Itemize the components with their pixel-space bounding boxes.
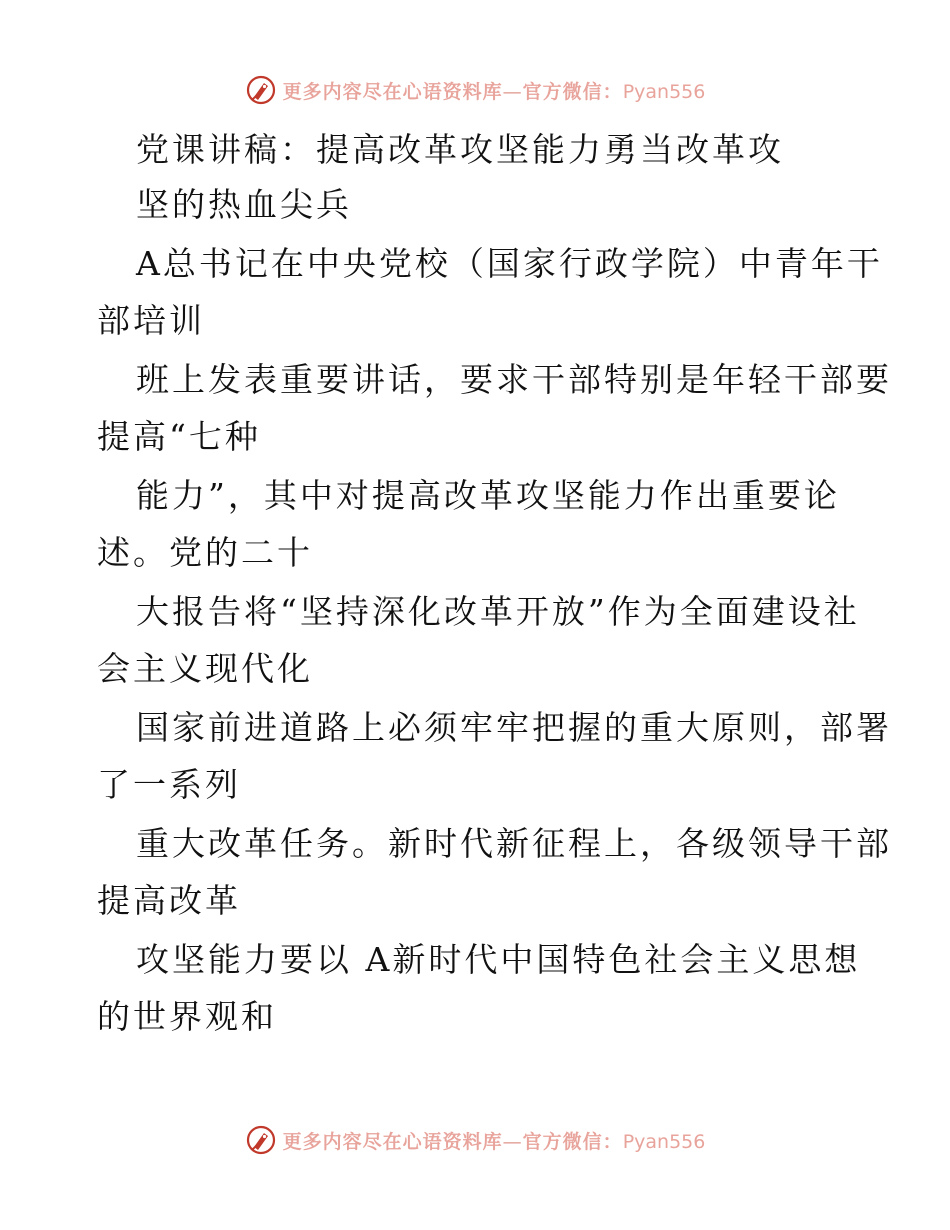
paragraph-line: 提高“七种 (97, 417, 261, 456)
paragraph-line: 大报告将“坚持深化改革开放”作为全面建设社 (136, 592, 860, 631)
watermark-separator: — (502, 80, 523, 103)
paragraph-line: 述。党的二十 (97, 533, 313, 572)
document-title-line-2: 坚的热血尖兵 (136, 185, 352, 224)
document-title-line-1: 党课讲稿：提高改革攻坚能力勇当改革攻 (136, 130, 784, 169)
watermark-inner (245, 74, 706, 106)
paragraph-line: 部培训 (97, 301, 205, 340)
paragraph-line: 攻坚能力要以 A新时代中国特色社会主义思想 (136, 940, 861, 979)
paragraph-line: A总书记在中央党校（国家行政学院）中青年干 (136, 244, 883, 283)
watermark-separator: — (502, 1130, 523, 1153)
header-watermark (0, 70, 950, 110)
watermark-official-label: 官方微信： (522, 1130, 623, 1153)
paragraph-line: 能力”，其中对提高改革攻坚能力作出重要论 (136, 476, 840, 515)
watermark-brand: 更多内容尽在心语资料库 (282, 1130, 503, 1153)
pen-nib-circle-icon (245, 1124, 277, 1156)
watermark-brand: 更多内容尽在心语资料库 (282, 80, 503, 103)
footer-watermark (0, 1120, 950, 1160)
paragraph-line: 重大改革任务。新时代新征程上，各级领导干部 (136, 824, 892, 863)
pen-nib-circle-icon (245, 74, 277, 106)
paragraph-line: 提高改革 (97, 881, 241, 920)
paragraph-line: 会主义现代化 (97, 649, 313, 688)
paragraph-line: 班上发表重要讲话，要求干部特别是年轻干部要 (136, 360, 892, 399)
watermark-account: Pyan556 (622, 1130, 706, 1153)
watermark-official-label: 官方微信： (522, 80, 623, 103)
watermark-account: Pyan556 (622, 80, 706, 103)
watermark-text (283, 77, 706, 104)
watermark-text (283, 1127, 706, 1154)
paragraph-line: 了一系列 (97, 765, 241, 804)
watermark-inner (245, 1124, 706, 1156)
paragraph-line: 国家前进道路上必须牢牢把握的重大原则，部署 (136, 708, 892, 747)
paragraph-line: 的世界观和 (97, 997, 277, 1036)
